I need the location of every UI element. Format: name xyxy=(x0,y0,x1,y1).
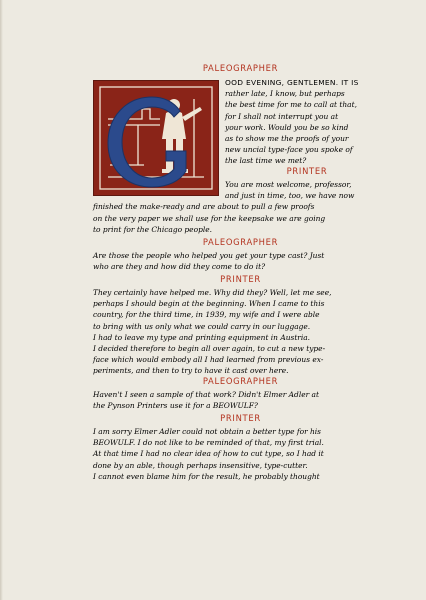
text-line: BEOWULF. I do not like to be reminded of that, my first trial. xyxy=(93,438,324,448)
dialogue-printer-2 xyxy=(93,287,331,377)
text-line: You are most welcome, professor, xyxy=(225,180,352,189)
text-line: your work. Would you be so kind xyxy=(225,122,349,132)
speaker-label-paleographer: PALEOGRAPHER xyxy=(202,376,279,386)
text-line: finished the make-ready and are about to pull a few proofs xyxy=(93,202,315,212)
text-line: the Pynson Printers use it for a BEOWULF? xyxy=(93,401,258,411)
text-line: the best time for me to call at that, xyxy=(225,100,357,110)
text-line: to bring with us only what we could carry in our luggage. xyxy=(93,321,311,331)
text-line: I decided therefore to begin all over again, to cut a new type- xyxy=(93,344,326,354)
text-line: OOD EVENING, GENTLEMEN. IT IS xyxy=(225,78,359,87)
page-fold-shadow xyxy=(0,0,3,600)
text-line: Are those the people who helped you get your type cast? Just xyxy=(93,251,325,260)
text-line: periments, and then to try to have it cast over here. xyxy=(93,366,289,376)
initial-illustration xyxy=(94,81,218,195)
text-line: as to show me the proofs of your xyxy=(225,134,349,144)
speaker-label-printer: PRINTER xyxy=(220,274,261,284)
text-line: done by an able, though perhaps insensitive, type-cutter. xyxy=(93,460,308,470)
text-line: and just in time, too, we have now xyxy=(225,191,355,201)
speaker-label-paleographer: PALEOGRAPHER xyxy=(202,63,279,73)
text-line: to print for the Chicago people. xyxy=(93,224,212,234)
text-line: who are they and how did they come to do it? xyxy=(93,262,266,272)
text-line: Haven't I seen a sample of that work? Didn't Elmer Adler at xyxy=(93,390,319,399)
text-line: new uncial type-face you spoke of xyxy=(225,145,353,155)
dialogue-paleographer-3 xyxy=(93,389,319,411)
text-line: for I shall not interrupt you at xyxy=(225,111,339,121)
text-line: country, for the third time, in 1939, my wife and I were able xyxy=(93,310,320,320)
text-line: At that time I had no clear idea of how to cut type, so I had it xyxy=(93,449,324,459)
text-line: I cannot even blame him for the result, he probably thought xyxy=(93,471,320,481)
speaker-label-printer: PRINTER xyxy=(220,413,261,423)
dialogue-paleographer-1 xyxy=(225,77,359,167)
dialogue-paleographer-2 xyxy=(93,250,324,272)
text-line: face which would embody all I had learned from previous ex- xyxy=(93,355,324,365)
text-line: the last time we met? xyxy=(225,156,307,166)
text-line: I had to leave my type and printing equipment in Austria. xyxy=(93,332,311,342)
dialogue-printer-3 xyxy=(93,426,324,482)
text-line: on the very paper we shall use for the keepsake we are going xyxy=(93,213,326,223)
speaker-label-printer: PRINTER xyxy=(286,166,328,176)
text-line: perhaps I should begin at the beginning. When I came to this xyxy=(93,299,325,309)
text-line: rather late, I know, but perhaps xyxy=(225,89,345,99)
text-line: I am sorry Elmer Adler could not obtain a better type for his xyxy=(93,427,322,436)
text-line: They certainly have helped me. Why did they? Well, let me see, xyxy=(93,288,332,297)
dialogue-printer-1 xyxy=(93,179,354,235)
speaker-label-paleographer: PALEOGRAPHER xyxy=(202,237,279,247)
